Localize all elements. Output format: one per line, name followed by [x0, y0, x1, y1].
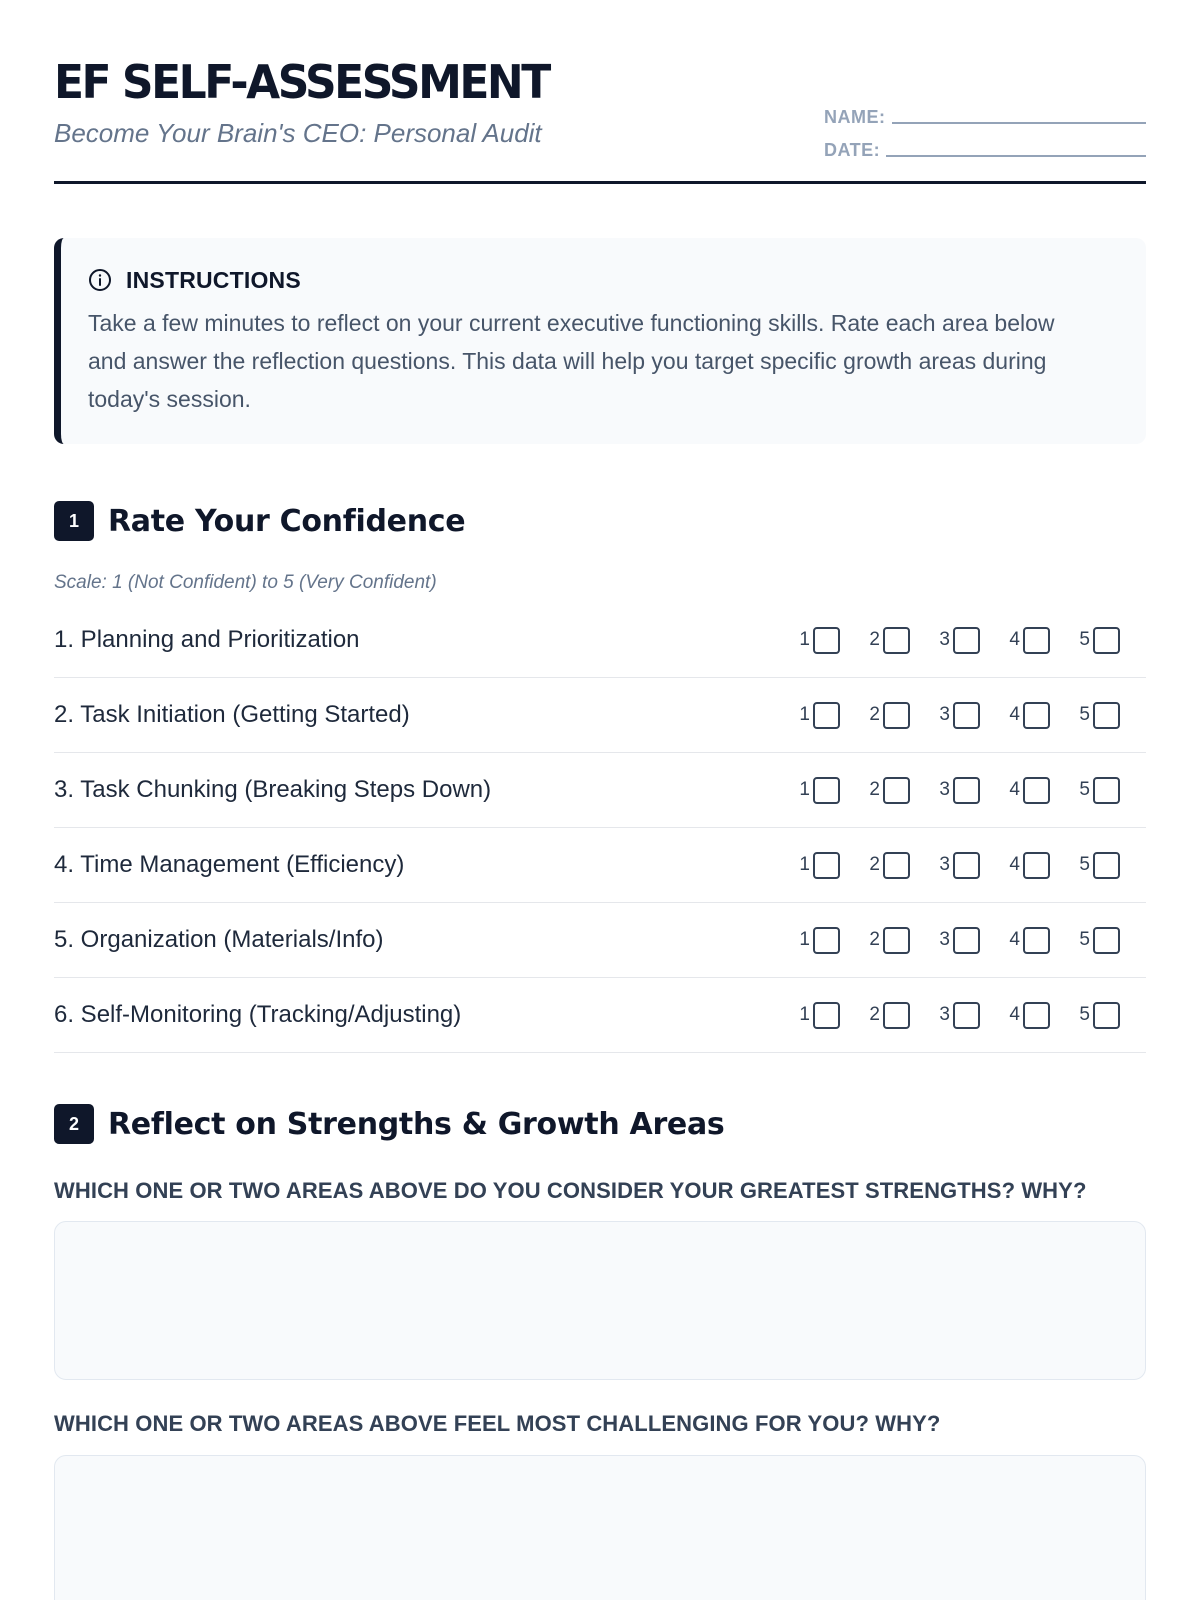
section-2-title: Reflect on Strengths & Growth Areas	[108, 1106, 725, 1142]
rating-option[interactable]	[1078, 627, 1120, 654]
rating-option-number: 5	[1079, 704, 1090, 725]
rating-options	[798, 927, 1120, 954]
challenges-answer[interactable]	[54, 1455, 1146, 1600]
scale-note: Scale: 1 (Not Confident) to 5 (Very Confident)	[54, 572, 437, 593]
rating-option[interactable]	[868, 777, 910, 804]
rating-option[interactable]	[1078, 852, 1120, 879]
rating-option[interactable]	[1008, 702, 1050, 729]
rating-checkbox[interactable]	[883, 1002, 910, 1029]
rating-option[interactable]	[1008, 1002, 1050, 1029]
name-label: NAME:	[824, 107, 886, 127]
name-line[interactable]	[892, 108, 1147, 124]
rating-checkbox[interactable]	[953, 627, 980, 654]
date-line[interactable]	[886, 141, 1146, 157]
rating-option-number: 4	[1009, 929, 1020, 950]
rating-label: 5. Organization (Materials/Info)	[54, 926, 384, 953]
rating-checkbox[interactable]	[1023, 777, 1050, 804]
rating-option[interactable]	[1078, 702, 1120, 729]
rating-option[interactable]	[798, 777, 840, 804]
rating-checkbox[interactable]	[813, 777, 840, 804]
rating-checkbox[interactable]	[883, 627, 910, 654]
rating-option-number: 2	[869, 779, 880, 800]
rating-checkbox[interactable]	[883, 777, 910, 804]
rating-option-number: 4	[1009, 1004, 1020, 1025]
rating-checkbox[interactable]	[953, 702, 980, 729]
rating-option[interactable]	[1008, 777, 1050, 804]
rating-option[interactable]	[938, 777, 980, 804]
rating-option[interactable]	[1078, 1002, 1120, 1029]
rating-checkbox[interactable]	[813, 1002, 840, 1029]
rating-list	[54, 603, 1146, 1053]
rating-option-number: 5	[1079, 929, 1090, 950]
rating-option-number: 4	[1009, 629, 1020, 650]
rating-option-number: 3	[939, 629, 950, 650]
rating-option-number: 5	[1079, 854, 1090, 875]
rating-option[interactable]	[798, 702, 840, 729]
rating-label: 1. Planning and Prioritization	[54, 626, 360, 653]
rating-checkbox[interactable]	[1023, 627, 1050, 654]
rating-option[interactable]	[868, 852, 910, 879]
rating-option[interactable]	[798, 1002, 840, 1029]
rating-checkbox[interactable]	[1093, 927, 1120, 954]
rating-checkbox[interactable]	[953, 777, 980, 804]
section-2-heading	[54, 1104, 724, 1144]
rating-label: 3. Task Chunking (Breaking Steps Down)	[54, 776, 492, 803]
rating-checkbox[interactable]	[1023, 852, 1050, 879]
rating-checkbox[interactable]	[1023, 927, 1050, 954]
page-title: EF SELF-ASSESSMENT	[54, 56, 549, 110]
rating-label: 6. Self-Monitoring (Tracking/Adjusting)	[54, 1001, 462, 1028]
rating-checkbox[interactable]	[813, 852, 840, 879]
rating-option[interactable]	[1008, 852, 1050, 879]
rating-checkbox[interactable]	[1093, 777, 1120, 804]
rating-row	[54, 603, 1146, 678]
rating-option[interactable]	[798, 927, 840, 954]
rating-checkbox[interactable]	[813, 702, 840, 729]
rating-row	[54, 828, 1146, 903]
rating-options	[798, 702, 1120, 729]
rating-option-number: 4	[1009, 704, 1020, 725]
rating-option[interactable]	[868, 627, 910, 654]
rating-option-number: 1	[799, 1004, 810, 1025]
rating-option-number: 3	[939, 704, 950, 725]
rating-option-number: 2	[869, 629, 880, 650]
rating-checkbox[interactable]	[1093, 1002, 1120, 1029]
instructions-header	[88, 266, 1120, 294]
rating-label: 4. Time Management (Efficiency)	[54, 851, 405, 878]
rating-option-number: 1	[799, 629, 810, 650]
rating-checkbox[interactable]	[1093, 852, 1120, 879]
rating-checkbox[interactable]	[1093, 627, 1120, 654]
rating-option-number: 3	[939, 929, 950, 950]
rating-option-number: 3	[939, 1004, 950, 1025]
rating-option[interactable]	[938, 852, 980, 879]
rating-checkbox[interactable]	[953, 852, 980, 879]
rating-option[interactable]	[938, 927, 980, 954]
rating-row	[54, 978, 1146, 1053]
rating-checkbox[interactable]	[1023, 1002, 1050, 1029]
page-subtitle: Become Your Brain's CEO: Personal Audit	[54, 118, 542, 148]
strengths-question: WHICH ONE OR TWO AREAS ABOVE DO YOU CONSIDER YOUR GREATEST STRENGTHS? WHY?	[54, 1178, 1087, 1203]
rating-option-number: 2	[869, 704, 880, 725]
rating-option[interactable]	[868, 927, 910, 954]
rating-checkbox[interactable]	[1023, 702, 1050, 729]
rating-options	[798, 852, 1120, 879]
instructions-title: INSTRUCTIONS	[126, 266, 301, 293]
rating-option-number: 5	[1079, 779, 1090, 800]
rating-checkbox[interactable]	[953, 927, 980, 954]
rating-checkbox[interactable]	[813, 627, 840, 654]
rating-option[interactable]	[1008, 927, 1050, 954]
section-1-title: Rate Your Confidence	[108, 503, 466, 539]
section-1-heading	[54, 501, 465, 541]
page-header	[54, 0, 1146, 184]
rating-option[interactable]	[868, 702, 910, 729]
rating-option[interactable]	[868, 1002, 910, 1029]
rating-option-number: 5	[1079, 1004, 1090, 1025]
instructions-panel	[54, 238, 1146, 444]
rating-option[interactable]	[938, 702, 980, 729]
rating-option[interactable]	[938, 1002, 980, 1029]
rating-option[interactable]	[938, 627, 980, 654]
rating-option[interactable]	[1078, 927, 1120, 954]
rating-checkbox[interactable]	[953, 1002, 980, 1029]
rating-checkbox[interactable]	[883, 702, 910, 729]
challenges-question: WHICH ONE OR TWO AREAS ABOVE FEEL MOST CHALLENGING FOR YOU? WHY?	[54, 1411, 941, 1436]
rating-checkbox[interactable]	[813, 927, 840, 954]
date-label: DATE:	[824, 140, 881, 160]
rating-option[interactable]	[798, 852, 840, 879]
rating-row	[54, 753, 1146, 828]
rating-option-number: 2	[869, 1004, 880, 1025]
rating-label: 2. Task Initiation (Getting Started)	[54, 701, 410, 728]
rating-checkbox[interactable]	[883, 852, 910, 879]
rating-option-number: 1	[799, 854, 810, 875]
rating-options	[798, 1002, 1120, 1029]
rating-options	[798, 627, 1120, 654]
rating-option-number: 3	[939, 854, 950, 875]
name-field[interactable]	[824, 94, 1146, 127]
rating-checkbox[interactable]	[1093, 702, 1120, 729]
rating-option-number: 5	[1079, 629, 1090, 650]
rating-option-number: 3	[939, 779, 950, 800]
meta-fields	[824, 94, 1146, 160]
rating-option[interactable]	[1008, 627, 1050, 654]
rating-option-number: 1	[799, 929, 810, 950]
instructions-body: Take a few minutes to reflect on your current executive functioning skills. Rate each area below and answer the reflection questions. This data will help you target specific growth areas during today's session.	[88, 310, 1055, 412]
rating-option-number: 4	[1009, 779, 1020, 800]
rating-options	[798, 777, 1120, 804]
date-field[interactable]	[824, 127, 1146, 160]
rating-checkbox[interactable]	[883, 927, 910, 954]
rating-option-number: 1	[799, 779, 810, 800]
rating-row	[54, 903, 1146, 978]
rating-option-number: 2	[869, 929, 880, 950]
rating-row	[54, 678, 1146, 753]
strengths-answer[interactable]	[54, 1221, 1146, 1380]
rating-option[interactable]	[798, 627, 840, 654]
section-1-badge: 1	[54, 501, 94, 541]
rating-option[interactable]	[1078, 777, 1120, 804]
rating-option-number: 1	[799, 704, 810, 725]
info-icon	[88, 268, 112, 292]
section-2-badge: 2	[54, 1104, 94, 1144]
rating-option-number: 2	[869, 854, 880, 875]
rating-option-number: 4	[1009, 854, 1020, 875]
